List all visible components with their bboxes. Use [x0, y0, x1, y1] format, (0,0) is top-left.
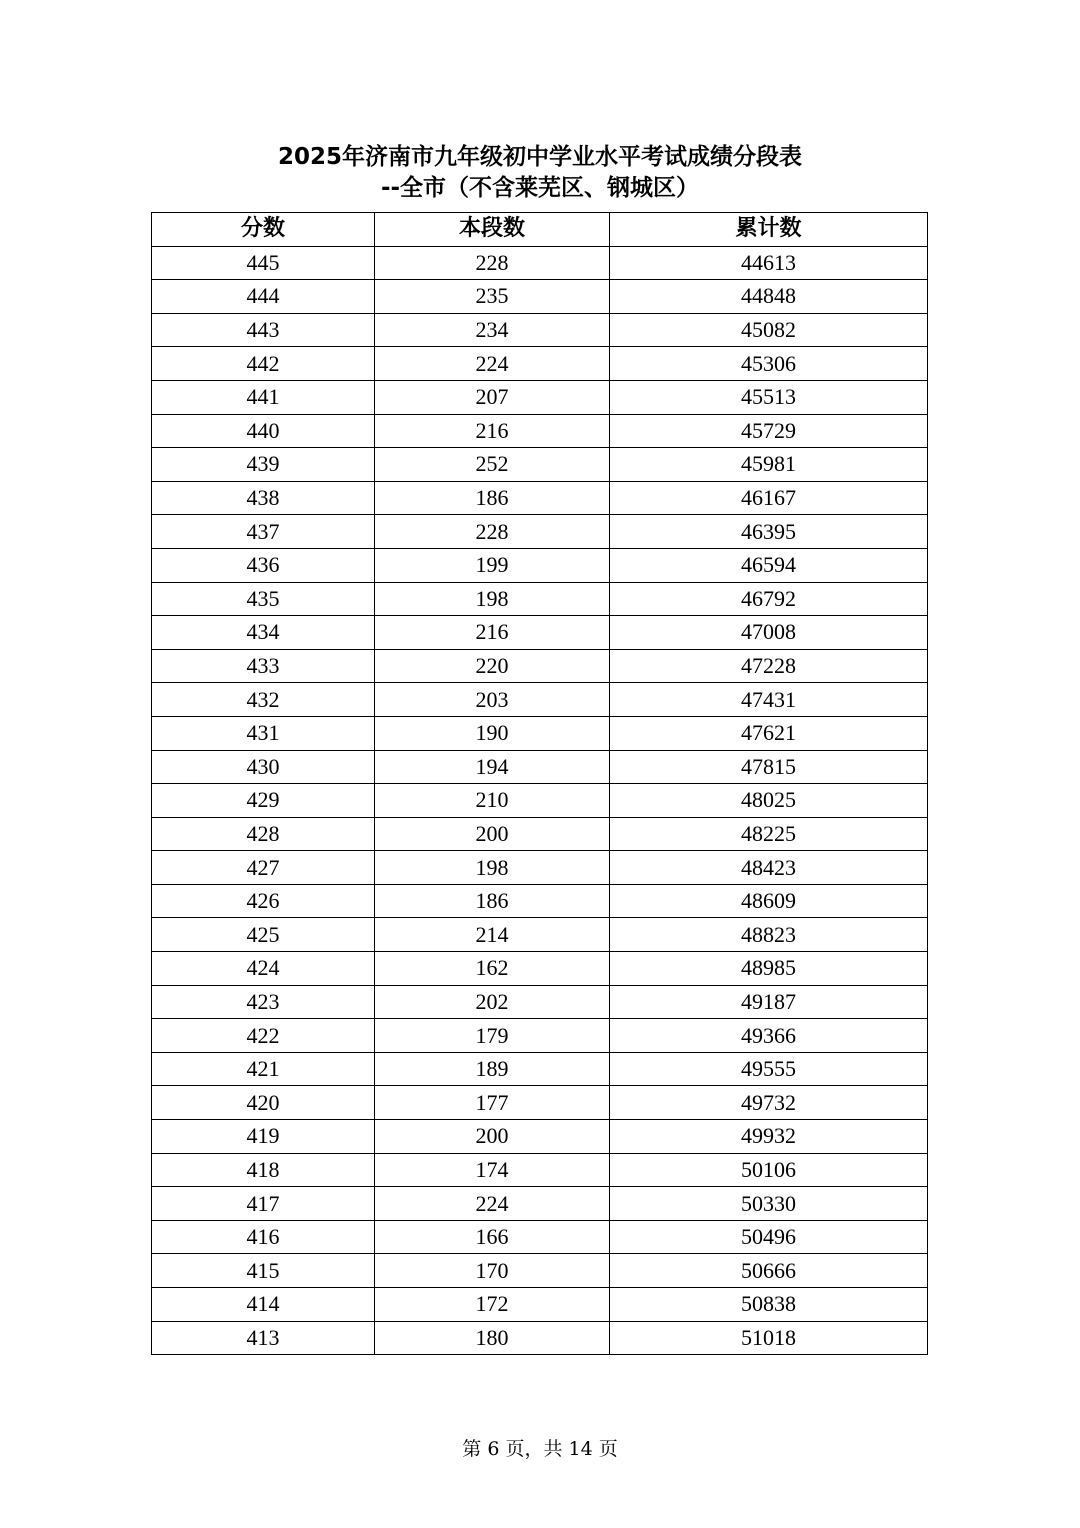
cell-cumulative-count: 46395 [610, 515, 928, 549]
cell-score: 443 [152, 313, 375, 347]
cell-segment-count: 228 [375, 246, 610, 280]
header-cumulative-count: 累计数 [610, 213, 928, 247]
cell-cumulative-count: 48225 [610, 817, 928, 851]
cell-cumulative-count: 49555 [610, 1052, 928, 1086]
table-row [152, 313, 928, 347]
table-row [152, 817, 928, 851]
cell-cumulative-count: 45306 [610, 347, 928, 381]
cell-score: 430 [152, 750, 375, 784]
cell-segment-count: 162 [375, 952, 610, 986]
cell-score: 433 [152, 649, 375, 683]
cell-score: 441 [152, 380, 375, 414]
cell-cumulative-count: 49187 [610, 985, 928, 1019]
table-row [152, 952, 928, 986]
cell-score: 413 [152, 1321, 375, 1355]
cell-score: 424 [152, 952, 375, 986]
cell-cumulative-count: 47431 [610, 683, 928, 717]
cell-cumulative-count: 48423 [610, 851, 928, 885]
table-row [152, 1220, 928, 1254]
cell-cumulative-count: 46594 [610, 548, 928, 582]
cell-cumulative-count: 45981 [610, 448, 928, 482]
cell-cumulative-count: 50666 [610, 1254, 928, 1288]
cell-cumulative-count: 48985 [610, 952, 928, 986]
cell-cumulative-count: 47815 [610, 750, 928, 784]
cell-score: 418 [152, 1153, 375, 1187]
table-row [152, 414, 928, 448]
cell-cumulative-count: 47008 [610, 616, 928, 650]
cell-segment-count: 220 [375, 649, 610, 683]
table-row [152, 1187, 928, 1221]
cell-cumulative-count: 44613 [610, 246, 928, 280]
cell-segment-count: 198 [375, 582, 610, 616]
document-title: 2025年济南市九年级初中学业水平考试成绩分段表 [277, 144, 802, 170]
cell-score: 445 [152, 246, 375, 280]
cell-segment-count: 172 [375, 1288, 610, 1322]
cell-segment-count: 177 [375, 1086, 610, 1120]
table-row [152, 649, 928, 683]
cell-cumulative-count: 48823 [610, 918, 928, 952]
cell-segment-count: 199 [375, 548, 610, 582]
cell-cumulative-count: 47228 [610, 649, 928, 683]
cell-cumulative-count: 50330 [610, 1187, 928, 1221]
cell-segment-count: 214 [375, 918, 610, 952]
header-score: 分数 [152, 213, 375, 247]
table-row [152, 448, 928, 482]
cell-score: 416 [152, 1220, 375, 1254]
cell-score: 414 [152, 1288, 375, 1322]
cell-cumulative-count: 46167 [610, 481, 928, 515]
cell-segment-count: 170 [375, 1254, 610, 1288]
cell-score: 439 [152, 448, 375, 482]
table-row [152, 851, 928, 885]
cell-segment-count: 234 [375, 313, 610, 347]
header-segment-count: 本段数 [375, 213, 610, 247]
cell-segment-count: 210 [375, 784, 610, 818]
cell-segment-count: 252 [375, 448, 610, 482]
table-row [152, 985, 928, 1019]
cell-score: 422 [152, 1019, 375, 1053]
cell-segment-count: 186 [375, 884, 610, 918]
cell-segment-count: 228 [375, 515, 610, 549]
cell-segment-count: 224 [375, 1187, 610, 1221]
cell-cumulative-count: 48025 [610, 784, 928, 818]
table-row [152, 716, 928, 750]
cell-score: 421 [152, 1052, 375, 1086]
table-row [152, 1254, 928, 1288]
cell-segment-count: 194 [375, 750, 610, 784]
cell-segment-count: 216 [375, 414, 610, 448]
cell-score: 420 [152, 1086, 375, 1120]
cell-cumulative-count: 45513 [610, 380, 928, 414]
table-row [152, 1019, 928, 1053]
cell-score: 432 [152, 683, 375, 717]
cell-cumulative-count: 49932 [610, 1120, 928, 1154]
table-row [152, 280, 928, 314]
table-row [152, 246, 928, 280]
cell-segment-count: 200 [375, 817, 610, 851]
table-row [152, 515, 928, 549]
table-row [152, 1321, 928, 1355]
table-row [152, 683, 928, 717]
cell-score: 415 [152, 1254, 375, 1288]
cell-segment-count: 207 [375, 380, 610, 414]
table-row [152, 1052, 928, 1086]
table-row [152, 582, 928, 616]
cell-segment-count: 179 [375, 1019, 610, 1053]
cell-cumulative-count: 44848 [610, 280, 928, 314]
table-row [152, 616, 928, 650]
cell-score: 435 [152, 582, 375, 616]
table-row [152, 918, 928, 952]
cell-score: 442 [152, 347, 375, 381]
cell-segment-count: 190 [375, 716, 610, 750]
cell-segment-count: 198 [375, 851, 610, 885]
cell-score: 437 [152, 515, 375, 549]
cell-cumulative-count: 50496 [610, 1220, 928, 1254]
cell-score: 440 [152, 414, 375, 448]
table-row [152, 1120, 928, 1154]
cell-score: 436 [152, 548, 375, 582]
table-row [152, 380, 928, 414]
cell-cumulative-count: 49366 [610, 1019, 928, 1053]
table-row [152, 750, 928, 784]
table-row [152, 1153, 928, 1187]
table-row [152, 1086, 928, 1120]
cell-segment-count: 216 [375, 616, 610, 650]
table-row [152, 347, 928, 381]
cell-segment-count: 235 [375, 280, 610, 314]
cell-segment-count: 174 [375, 1153, 610, 1187]
cell-cumulative-count: 47621 [610, 716, 928, 750]
cell-segment-count: 203 [375, 683, 610, 717]
cell-segment-count: 189 [375, 1052, 610, 1086]
cell-segment-count: 186 [375, 481, 610, 515]
cell-cumulative-count: 46792 [610, 582, 928, 616]
cell-score: 431 [152, 716, 375, 750]
table-row [152, 884, 928, 918]
table-row [152, 1288, 928, 1322]
cell-score: 428 [152, 817, 375, 851]
cell-cumulative-count: 48609 [610, 884, 928, 918]
cell-score: 444 [152, 280, 375, 314]
cell-score: 425 [152, 918, 375, 952]
cell-cumulative-count: 51018 [610, 1321, 928, 1355]
table-row [152, 548, 928, 582]
cell-cumulative-count: 45082 [610, 313, 928, 347]
cell-cumulative-count: 50106 [610, 1153, 928, 1187]
cell-cumulative-count: 45729 [610, 414, 928, 448]
cell-score: 427 [152, 851, 375, 885]
cell-score: 434 [152, 616, 375, 650]
cell-cumulative-count: 50838 [610, 1288, 928, 1322]
cell-segment-count: 224 [375, 347, 610, 381]
page-number: 第 6 页，共 14 页 [462, 1438, 618, 1460]
cell-score: 419 [152, 1120, 375, 1154]
cell-score: 426 [152, 884, 375, 918]
table-body [152, 246, 928, 1355]
table-header-row [152, 213, 928, 247]
cell-score: 417 [152, 1187, 375, 1221]
cell-score: 429 [152, 784, 375, 818]
cell-segment-count: 202 [375, 985, 610, 1019]
table-row [152, 481, 928, 515]
cell-cumulative-count: 49732 [610, 1086, 928, 1120]
table-row [152, 784, 928, 818]
cell-segment-count: 166 [375, 1220, 610, 1254]
cell-score: 438 [152, 481, 375, 515]
document-subtitle: --全市（不含莱芜区、钢城区） [380, 175, 700, 201]
cell-segment-count: 200 [375, 1120, 610, 1154]
cell-score: 423 [152, 985, 375, 1019]
cell-segment-count: 180 [375, 1321, 610, 1355]
score-distribution-table [151, 212, 928, 1355]
